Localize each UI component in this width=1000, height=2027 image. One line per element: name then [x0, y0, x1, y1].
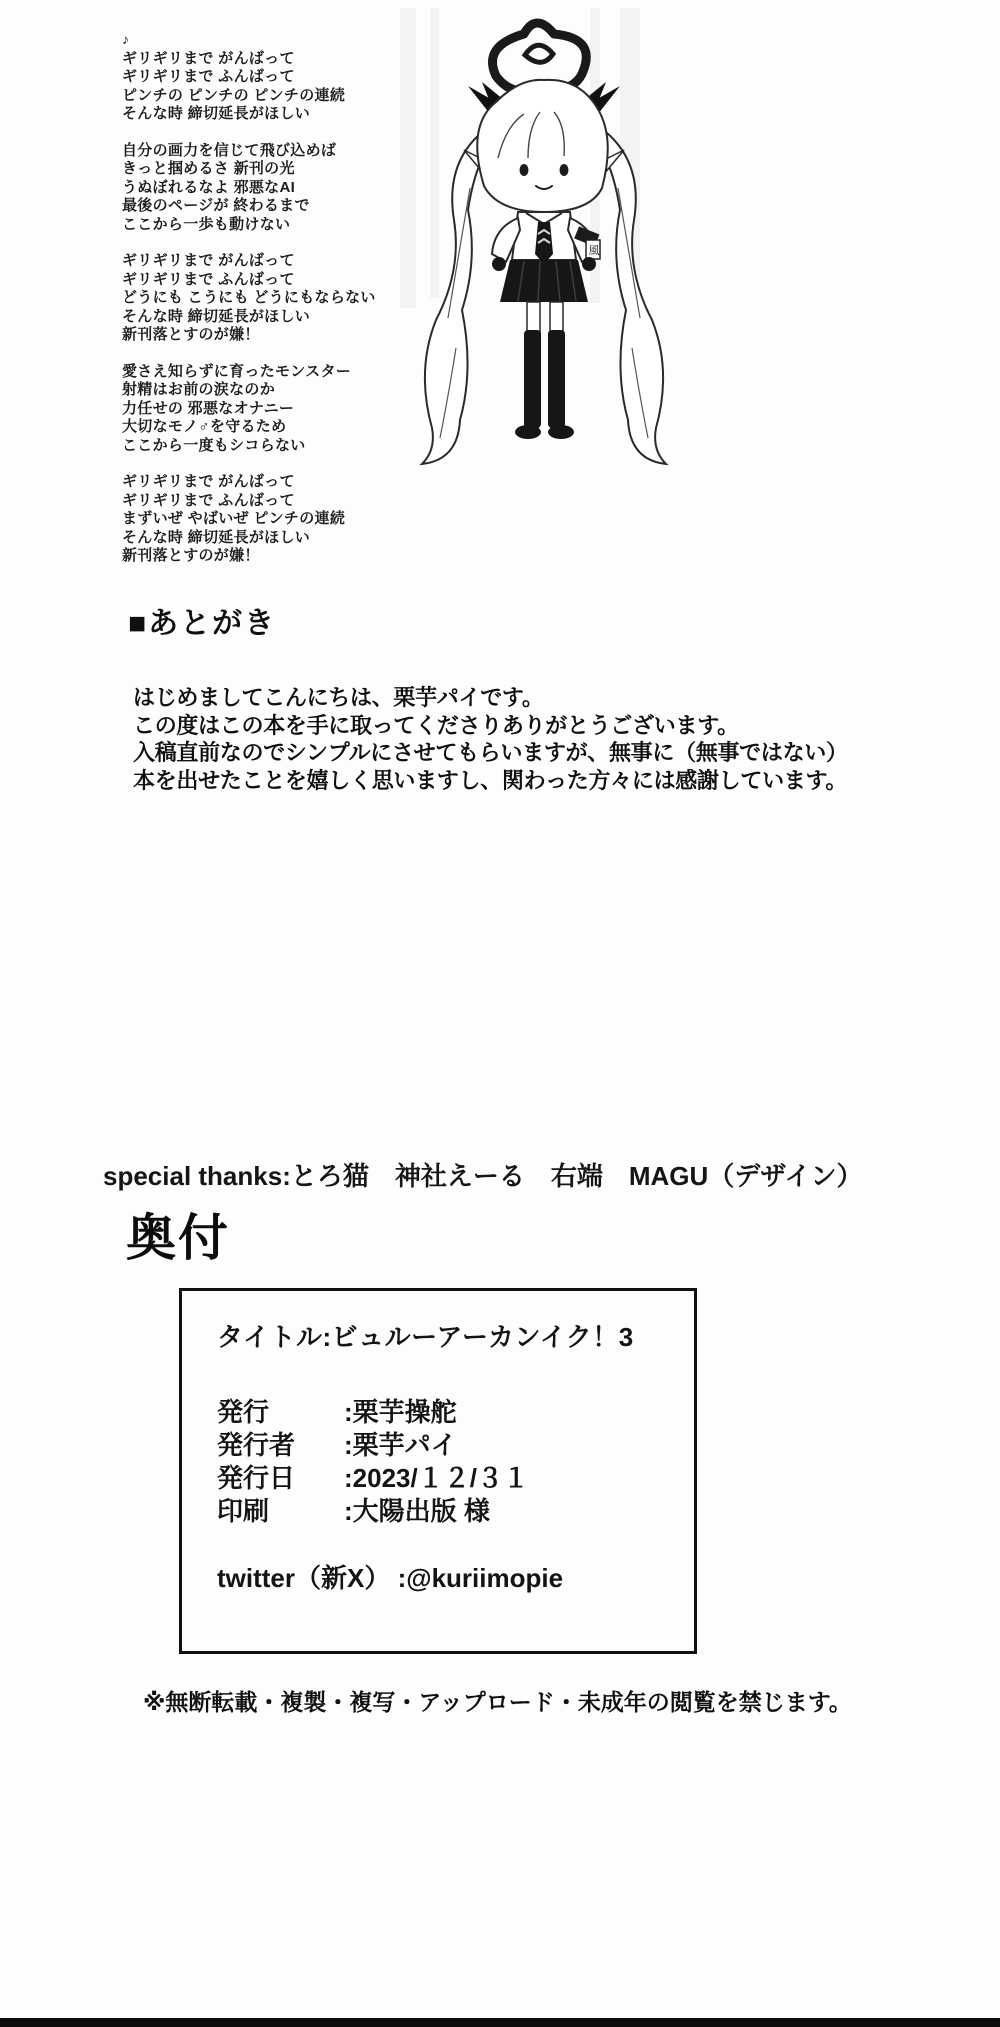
colophon-value: :大陽出版 様: [344, 1496, 490, 1526]
lyric-line: ギリギリまで ふんばって: [122, 68, 295, 85]
colophon-row-publisher: [217, 1396, 694, 1429]
lyric-line: 最後のページが 終わるまで: [122, 197, 310, 214]
afterword-line: 入稿直前なのでシンプルにさせてもらいますが、無事に（無事ではない）: [133, 740, 848, 765]
eye-right: [560, 164, 569, 176]
body: [492, 212, 600, 439]
colophon-label: 印刷: [217, 1496, 270, 1526]
lyric-line: ピンチの ピンチの ピンチの連続: [122, 86, 346, 104]
colophon-rows: [217, 1396, 694, 1528]
colophon-label: 発行日: [217, 1463, 296, 1493]
boot-right: [548, 330, 574, 439]
lyric-line: 新刊落とすのが嫌！: [122, 547, 260, 564]
glove-right: [582, 257, 596, 271]
colophon-title-line: タイトル:ビュルーアーカンイク！3: [217, 1322, 634, 1352]
afterword-line: はじめましてこんにちは、栗芋パイです。: [133, 685, 544, 710]
lyrics-stanza-5: [122, 473, 376, 566]
lyric-line: 愛さえ知らずに育ったモンスター: [122, 362, 352, 380]
lyric-line: そんな時 締切延長がほしい: [122, 528, 311, 546]
lyric-line: うぬぼれるなよ 邪悪なAI: [122, 178, 296, 196]
lyric-line: ギリギリまで がんばって: [122, 473, 295, 490]
lyric-line: 射精はお前の涙なのか: [122, 381, 276, 398]
colophon-row-printer: [217, 1495, 694, 1528]
colophon-value: :2023/１２/３１: [344, 1463, 529, 1493]
boot-left: [515, 330, 541, 439]
lyrics-stanza-4: [122, 363, 376, 456]
special-thanks-line: special thanks:とろ猫 神社えーる 右端 MAGU（デザイン）: [103, 1161, 863, 1191]
reproduction-disclaimer: ※無断転載・複製・複写・アップロード・未成年の閲覧を禁じます。: [143, 1689, 852, 1715]
lyrics-stanza-2: [122, 142, 376, 235]
colophon-label: 発行: [217, 1397, 270, 1427]
leg-right: [550, 302, 563, 334]
lyric-line: まずいぜ やばいぜ ピンチの連続: [122, 510, 346, 527]
lyric-line: 自分の画力を信じて飛び込めば: [122, 141, 337, 159]
lyric-line: 新刊落とすのが嫌！: [122, 326, 260, 343]
lyric-line: ギリギリまで ふんばって: [122, 270, 295, 288]
svg-text:風: 風: [588, 245, 600, 257]
colophon-box: [179, 1288, 697, 1654]
lyrics-stanza-3: [122, 252, 376, 345]
afterword-heading: [128, 598, 276, 642]
lyric-line: ここから一度もシコらない: [122, 436, 306, 454]
scan-edge-artifact: [0, 2018, 1000, 2027]
afterword-line: 本を出せたことを嬉しく思いますし、関わった方々には感謝しています。: [133, 767, 848, 793]
lyric-line: ギリギリまで がんばって: [122, 49, 295, 67]
character-drawing: [378, 8, 710, 478]
lyrics-stanza-1: [122, 50, 376, 124]
glove-left: [492, 257, 506, 271]
colophon-value: :栗芋パイ: [344, 1430, 457, 1460]
leg-left: [527, 302, 540, 334]
afterword-body: [133, 684, 848, 794]
square-bullet-icon: ■: [128, 607, 149, 640]
afterword-heading-text: あとがき: [148, 607, 277, 640]
lyric-line: 力任せの 邪悪なオナニー: [122, 399, 295, 417]
colophon-row-date: [217, 1462, 694, 1495]
lyric-line: どうにも こうにも どうにもならない: [122, 289, 376, 306]
lyric-line: ギリギリまで ふんばって: [122, 491, 295, 509]
lyric-line: ここから一歩も動けない: [122, 215, 291, 233]
lyrics-block: [122, 30, 376, 584]
pleated-skirt: [500, 260, 588, 302]
chibi-character-illustration: [378, 8, 710, 478]
eye-left: [520, 164, 529, 176]
colophon-label: 発行者: [217, 1430, 296, 1460]
lyric-line: そんな時 締切延長がほしい: [122, 105, 311, 122]
twitter-handle-line: twitter（新X） :@kuriimopie: [217, 1563, 564, 1593]
colophon-row-author: [217, 1429, 694, 1462]
lyric-line: 大切なモノ♂を守るため: [122, 418, 287, 435]
lyric-line: ギリギリまで がんばって: [122, 252, 295, 269]
lyric-line: きっと掴めるさ 新刊の光: [122, 160, 295, 177]
colophon-heading: 奥付: [126, 1210, 230, 1266]
afterword-line: この度はこの本を手に取ってくださりありがとうございます。: [133, 712, 739, 738]
music-note-icon: ♪: [122, 31, 130, 47]
colophon-value: :栗芋操舵: [344, 1397, 457, 1427]
lyric-line: そんな時 締切延長がほしい: [122, 307, 311, 325]
